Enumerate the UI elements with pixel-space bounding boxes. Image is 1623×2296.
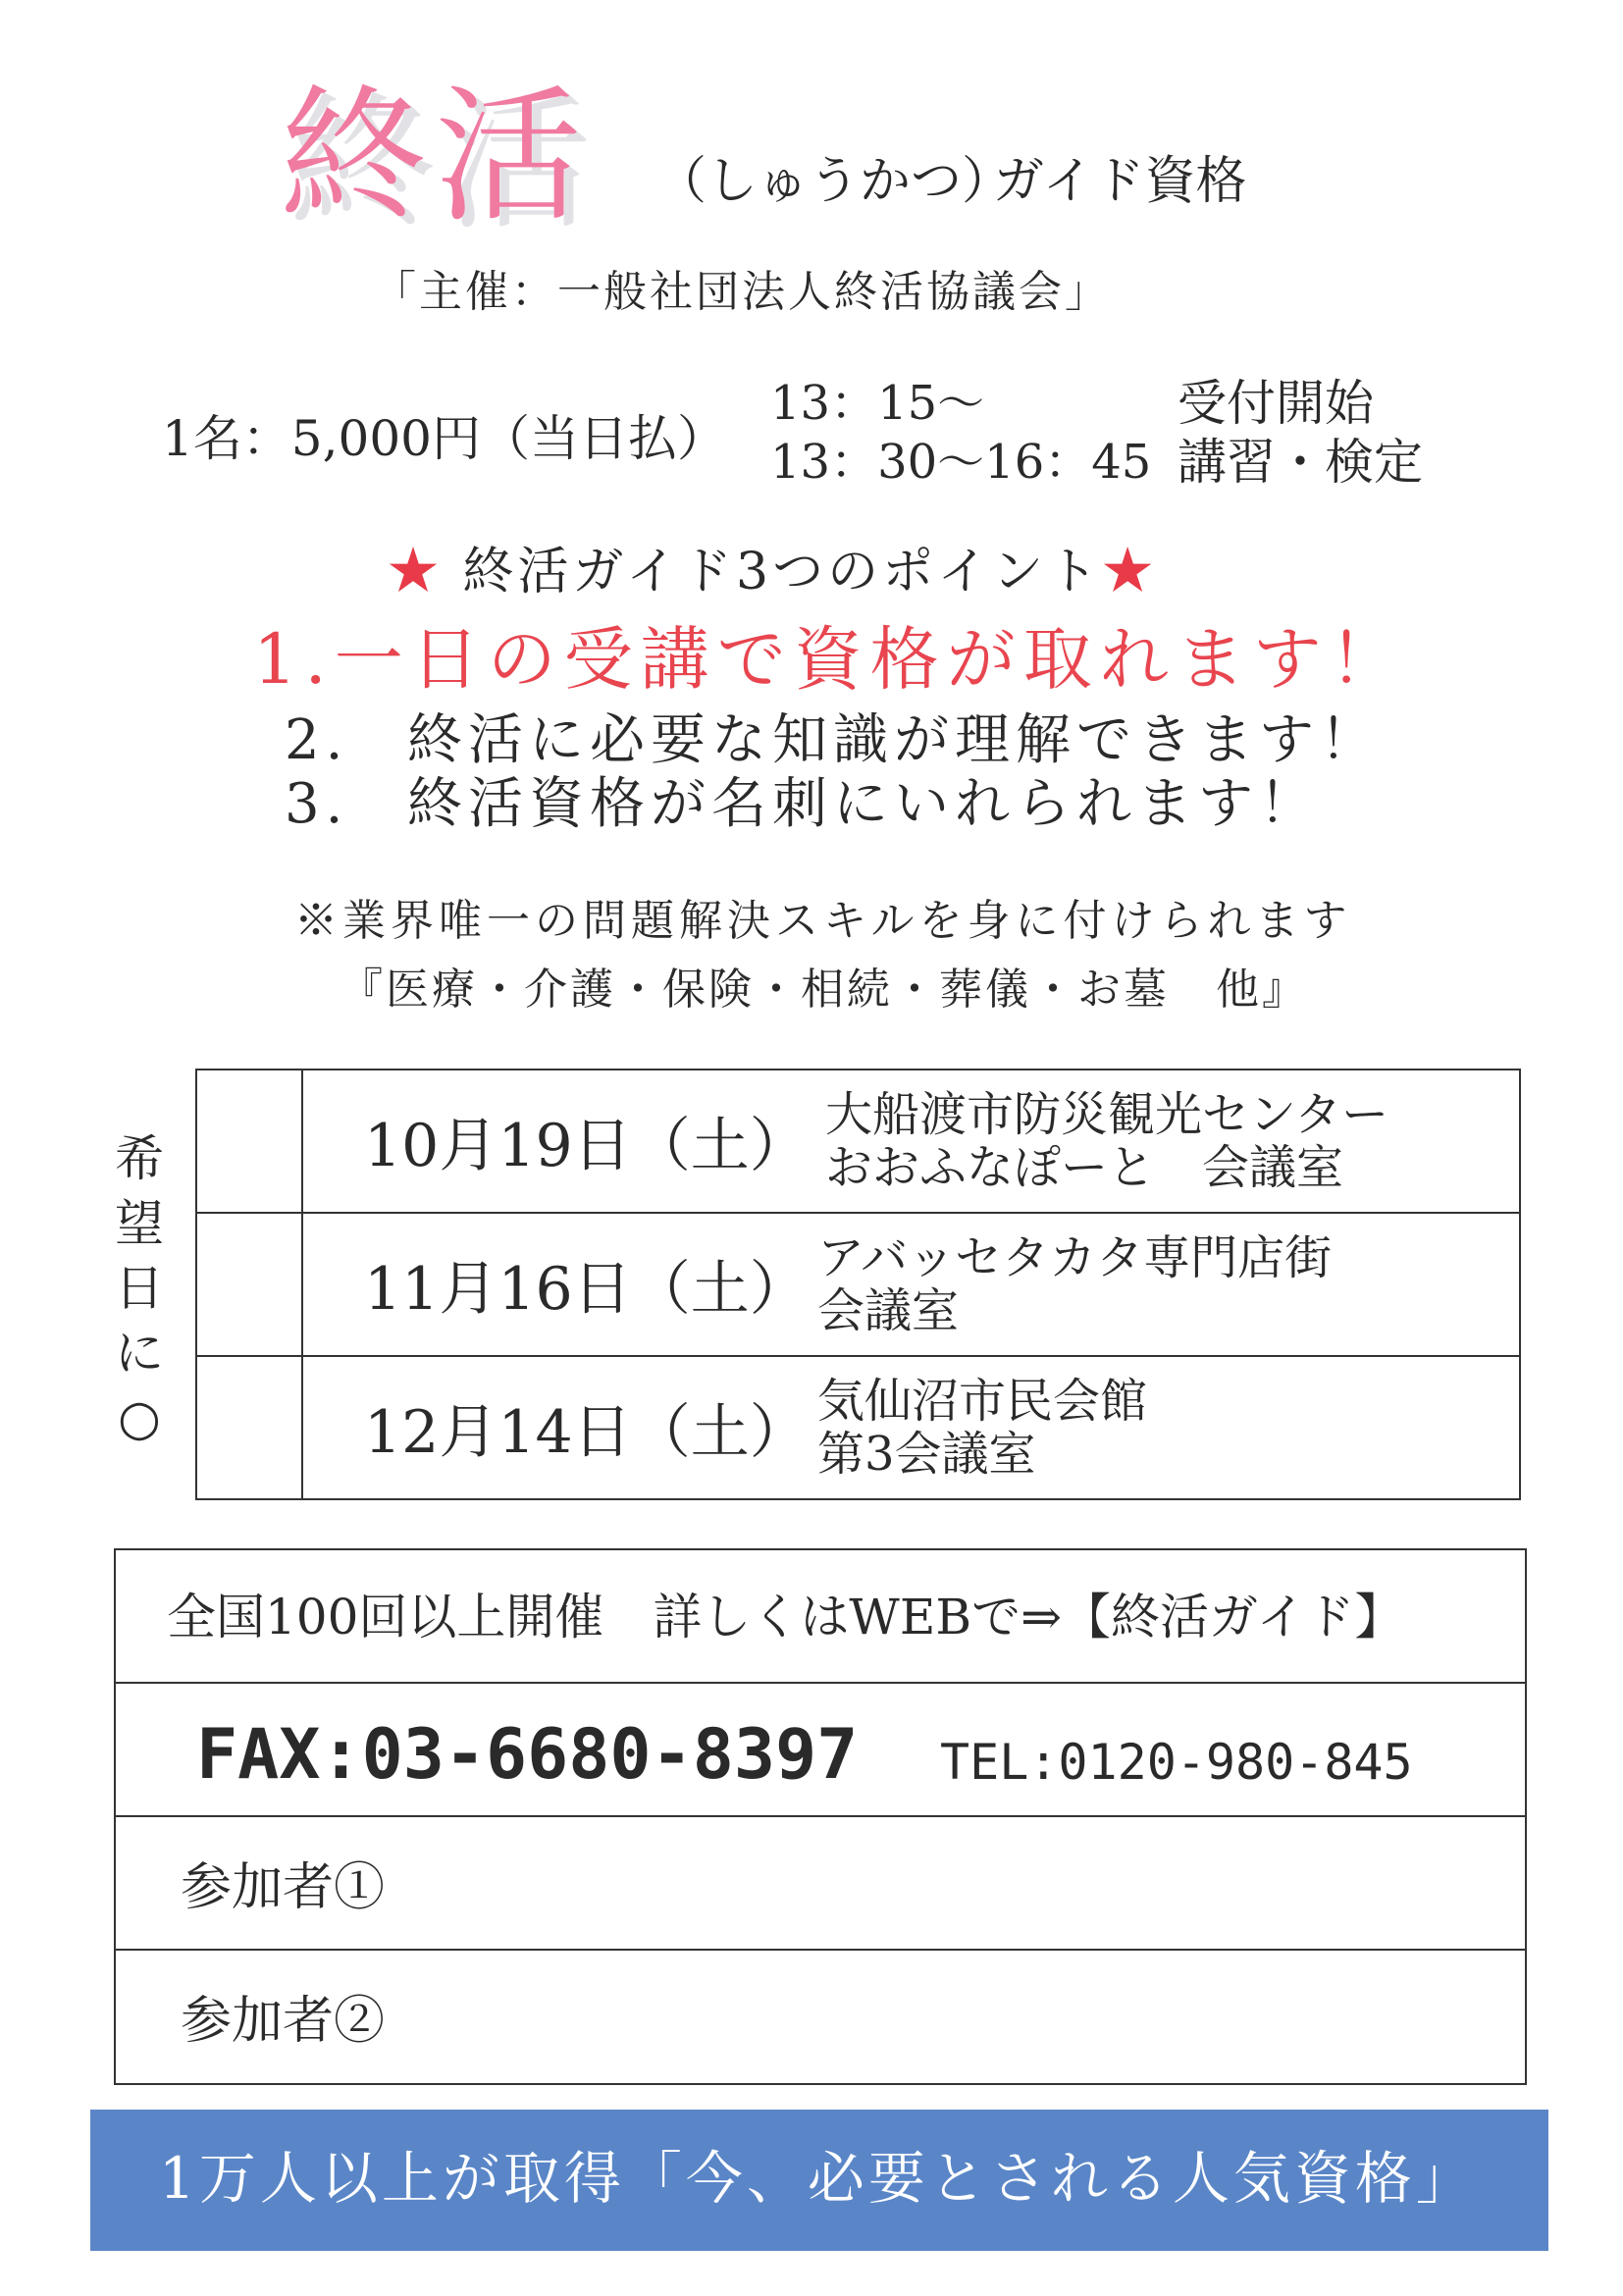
session-date: 10月19日（土） [364,1112,809,1180]
reception-label: 受付開始 [1178,375,1374,432]
session-date: 11月16日（土） [364,1255,809,1324]
session-row [197,1214,1519,1357]
skill-note: ※業界唯一の問題解決スキルを身に付けられます [294,896,1352,946]
session-row [197,1070,1519,1214]
tel-number: TEL:0120-980-845 [940,1734,1413,1791]
banner-text: 1万人以上が取得「今、必要とされる人気資格」 [159,2145,1477,2212]
session-venue [817,1375,1147,1481]
point-2 [285,706,1381,775]
title-suffix: ガイド資格 [993,152,1247,211]
organizer: 「主催：一般社団法人終活協議会」 [373,267,1111,317]
sessions-table [195,1069,1521,1500]
participant-1-label: 参加者① [181,1858,386,1917]
session-check-cell[interactable] [197,1357,303,1500]
participant-row-1[interactable] [116,1817,1525,1951]
points-heading-text: 終活ガイド3つのポイント [462,543,1103,601]
participant-row-2[interactable] [116,1951,1525,2084]
point-number: 1. [253,619,335,700]
fee: 1名：5,000円（当日払） [162,410,726,467]
star-icon: ★ [388,543,444,601]
venue-line: 第3会議室 [817,1427,1036,1482]
venue-line: おおふなぽーと 会議室 [825,1140,1344,1195]
point-text: 終活資格が名刺にいれられます！ [407,772,1320,836]
point-1 [253,618,1406,701]
skill-list: 『医療・介護・保険・相続・葬儀・お墓 他』 [340,965,1308,1015]
event-info: 全国100回以上開催 詳しくはWEBで⇒【終活ガイド】 [167,1589,1404,1645]
fax-number: FAX:03-6680-8397 [196,1714,859,1795]
session-row [197,1357,1519,1500]
session-venue [817,1231,1332,1337]
points-heading [388,538,1157,606]
application-form [114,1548,1527,2085]
lecture-time: 13：30～16：45 [770,435,1152,490]
point-number: 3. [285,772,349,836]
point-number: 2. [285,708,349,772]
title-reading: （しゅうかつ） [655,152,1014,211]
venue-line: 大船渡市防災観光センター [825,1087,1389,1142]
point-text: 終活に必要な知識が理解できます！ [407,708,1381,772]
point-text: 一日の受講で資格が取れます！ [334,619,1406,700]
session-check-cell[interactable] [197,1214,303,1355]
reception-time: 13：15～ [770,376,985,431]
session-venue [825,1088,1388,1194]
point-3 [285,770,1320,839]
star-icon: ★ [1102,543,1158,601]
participant-2-label: 参加者② [181,1992,386,2051]
venue-line: アバッセタカタ専門店街 [817,1230,1333,1285]
lecture-label: 講習・検定 [1178,434,1423,491]
venue-line: 会議室 [817,1283,960,1338]
venue-line: 気仙沼市民会館 [817,1374,1148,1429]
session-date: 12月14日（土） [364,1398,809,1467]
session-check-cell[interactable] [197,1070,303,1212]
sessions-label: 希望日に○ [115,1130,164,1446]
page-title: 終活 [280,72,591,242]
bottom-banner [90,2110,1548,2251]
contact-row [116,1684,1525,1817]
event-info-row [116,1550,1525,1684]
